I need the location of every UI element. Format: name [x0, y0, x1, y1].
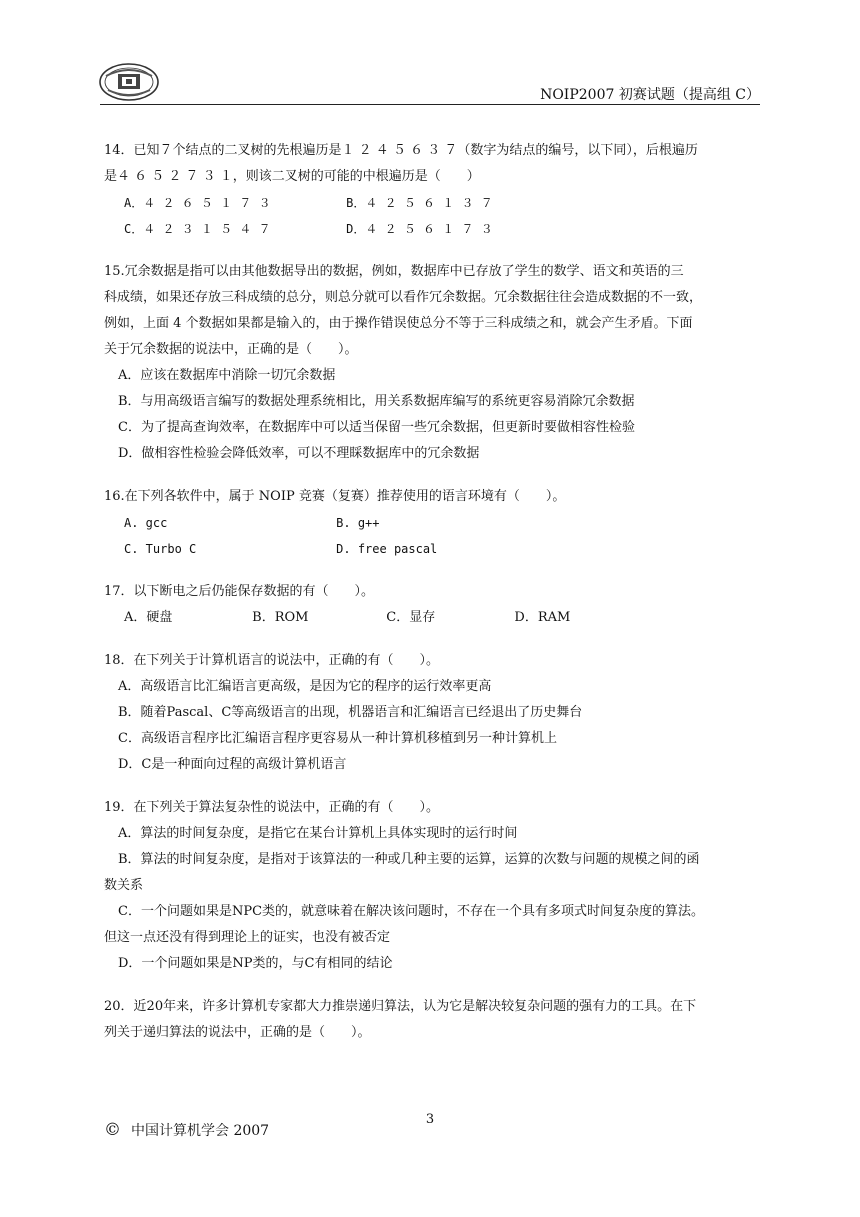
option-c: C．一个问题如果是NPC类的，就意味着在解决该问题时，不存在一个具有多项式时间复杂度的算法。: [118, 904, 705, 919]
option-b-continued: 数关系: [104, 878, 144, 893]
question-text: 列关于递归算法的说法中，正确的是（ ）。: [104, 1025, 371, 1040]
option-d: D．C是一种面向过程的高级计算机语言: [118, 757, 347, 772]
question-16: [104, 484, 764, 562]
question-text: 例如，上面 4 个数据如果都是输入的，由于操作错误使总分不等于三科成绩之和，就会产生矛盾。下面: [104, 316, 693, 331]
option-c: C．显存: [386, 610, 436, 625]
option-c: C．为了提高查询效率，在数据库中可以适当保留一些冗余数据，但更新时要做相容性检验: [118, 420, 635, 435]
option-d: D．４ ２ ５ ６ １ ７ ３: [346, 222, 493, 236]
question-text: 是４ ６ ５ ２ ７ ３ １，则该二叉树的可能的中根遍历是（ ）: [104, 169, 480, 184]
option-d: D．RAM: [514, 610, 571, 625]
header-title: NOIP2007 初赛试题（提高组 C）: [540, 87, 760, 103]
option-b: B. g++: [336, 516, 380, 530]
question-text: 17．以下断电之后仍能保存数据的有（ ）。: [104, 584, 375, 599]
question-19: [104, 795, 764, 977]
question-17: [104, 579, 764, 631]
ccf-logo: [98, 62, 160, 102]
footer: [104, 1120, 269, 1140]
option-b: B．算法的时间复杂度，是指对于该算法的一种或几种主要的运算，运算的次数与问题的规模之间的函: [118, 852, 700, 867]
option-d: D. free pascal: [336, 542, 438, 556]
option-b: B．与用高级语言编写的数据处理系统相比，用关系数据库编写的系统更容易消除冗余数据: [118, 394, 635, 409]
question-text: 18．在下列关于计算机语言的说法中，正确的有（ ）。: [104, 653, 440, 668]
copyright-icon: ©: [104, 1120, 121, 1140]
option-c: C．高级语言程序比汇编语言程序更容易从一种计算机移植到另一种计算机上: [118, 731, 557, 746]
option-c-continued: 但这一点还没有得到理论上的证实，也没有被否定: [104, 930, 391, 945]
option-d: D．一个问题如果是NP类的，与C有相同的结论: [118, 956, 393, 971]
question-text: 科成绩，如果还存放三科成绩的总分，则总分就可以看作冗余数据。冗余数据往往会造成数据的不一致，: [104, 290, 703, 305]
option-a: A．硬盘: [124, 610, 173, 625]
option-c: C. Turbo C: [124, 542, 197, 556]
option-b: B．４ ２ ５ ６ １ ３ ７: [346, 196, 493, 210]
question-18: [104, 648, 764, 778]
option-a: A．高级语言比汇编语言更高级，是因为它的程序的运行效率更高: [118, 679, 492, 694]
option-a: A．４ ２ ６ ５ １ ７ ３: [124, 196, 271, 210]
option-d: D．做相容性检验会降低效率，可以不理睬数据库中的冗余数据: [118, 446, 480, 461]
question-text: 19．在下列关于算法复杂性的说法中，正确的有（ ）。: [104, 800, 440, 815]
option-a: A．应该在数据库中消除一切冗余数据: [118, 368, 336, 383]
question-20: [104, 994, 764, 1046]
option-b: B．随着Pascal、C等高级语言的出现，机器语言和汇编语言已经退出了历史舞台: [118, 705, 583, 720]
question-text: 20．近20年来，许多计算机专家都大力推崇递归算法，认为它是解决较复杂问题的强有力的工具。在下: [104, 999, 697, 1014]
option-a: A. gcc: [124, 516, 168, 530]
question-14: [104, 138, 764, 242]
question-list: [104, 138, 764, 1063]
question-text: 14．已知７个结点的二叉树的先根遍历是１ ２ ４ ５ ６ ３ ７（数字为结点的编号，以下同），后根遍历: [104, 143, 698, 158]
question-text: 关于冗余数据的说法中，正确的是（ ）。: [104, 342, 358, 357]
question-text: 15.冗余数据是指可以由其他数据导出的数据，例如，数据库中已存放了学生的数学、语文和英语的三: [104, 264, 684, 279]
header-divider: [100, 104, 760, 105]
question-15: [104, 259, 764, 467]
question-text: 16.在下列各软件中，属于 NOIP 竞赛（复赛）推荐使用的语言环境有（ ）。: [104, 489, 566, 504]
option-a: A．算法的时间复杂度，是指它在某台计算机上具体实现时的运行时间: [118, 826, 518, 841]
page-number: 3: [425, 1112, 435, 1127]
option-c: C．４ ２ ３ １ ５ ４ ７: [124, 222, 271, 236]
footer-text: 中国计算机学会 2007: [131, 1123, 270, 1139]
option-b: B．ROM: [252, 610, 309, 625]
